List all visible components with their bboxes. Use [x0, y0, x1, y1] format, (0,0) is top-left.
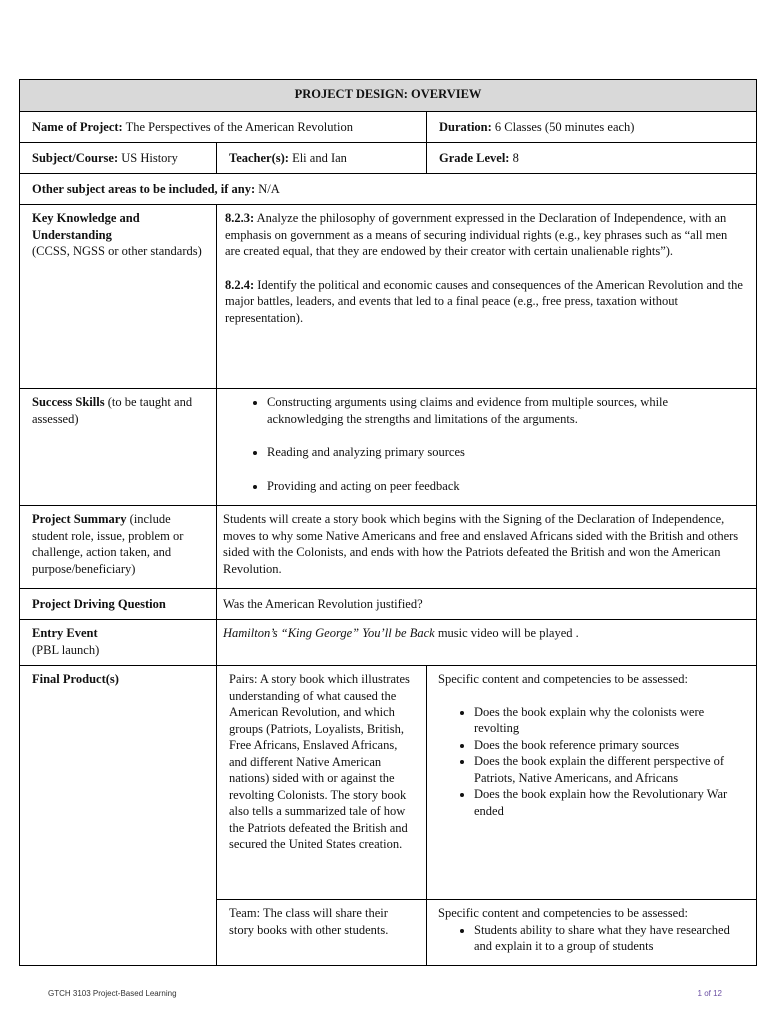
duration-label: Duration: [439, 120, 492, 134]
team-assessment-cell [427, 900, 757, 966]
footer-course-name: GTCH 3103 Project-Based Learning [48, 989, 177, 998]
success-skills-label: Success Skills [32, 395, 105, 409]
success-skills-label-cell [20, 389, 217, 506]
page-number: 1 of 12 [697, 989, 722, 998]
pairs-assessment-heading: Specific content and competencies to be assessed: [438, 672, 688, 686]
subject-label: Subject/Course: [32, 151, 119, 165]
project-overview-document [19, 79, 756, 966]
standard-8-2-3 [225, 210, 744, 260]
overview-table [19, 79, 757, 966]
entry-event-video-title: Hamilton’s “King George” You’ll be Back [223, 626, 435, 640]
summary-label: Project Summary [32, 512, 127, 526]
team-product-text: Team: The class will share their story books with other students. [217, 900, 427, 966]
teacher-value: Eli and Ian [288, 151, 347, 165]
key-knowledge-sublabel: (CCSS, NGSS or other standards) [32, 244, 202, 258]
project-name-label: Name of Project: [32, 120, 123, 134]
subject-value: US History [118, 151, 178, 165]
driving-question-label-cell [20, 589, 217, 620]
pairs-product-text: Pairs: A story book which illustrates understanding of what caused the American Revolution, and which groups (Patriots, Loyalists, British, Free Africans, Enslaved Africans, and different Native American nations) sided with or against the revolting Colonists. The story book also tells a summarized tale of how the Patriots defeated the British and secured the United States creation. [217, 666, 427, 900]
driving-question-label: Project Driving Question [32, 597, 166, 611]
summary-sublabel: (include student role, issue, problem or challenge, action taken, and purpose/beneficiary) [32, 512, 184, 576]
list-item: • Reading and analyzing primary sources [267, 444, 744, 461]
grade-cell [427, 143, 757, 174]
list-item: • Does the book explain why the colonists were revolting [474, 704, 744, 737]
list-item: • Does the book explain how the Revolutionary War ended [474, 786, 744, 819]
entry-event-label: Entry Event [32, 626, 98, 640]
pairs-assessment-cell [427, 666, 757, 900]
duration-value: 6 Classes (50 minutes each) [491, 120, 635, 134]
driving-question-text: Was the American Revolution justified? [217, 589, 757, 620]
entry-event-content [217, 620, 757, 666]
subject-cell [20, 143, 217, 174]
summary-label-cell [20, 506, 217, 589]
key-knowledge-label: Key Knowledge and Understanding [32, 211, 140, 242]
other-subjects-label: Other subject areas to be included, if any: [32, 182, 256, 196]
list-item: • Does the book reference primary sources [474, 737, 744, 754]
standard-code: 8.2.4: [225, 277, 255, 292]
key-knowledge-content [217, 205, 757, 389]
final-product-label: Final Product(s) [32, 672, 119, 686]
grade-value: 8 [509, 151, 519, 165]
teacher-cell [217, 143, 427, 174]
success-skills-sublabel: (to be taught and assessed) [32, 395, 193, 426]
teacher-label: Teacher(s): [229, 151, 289, 165]
summary-text: Students will create a story book which begins with the Signing of the Declaration of Independence, moves to why some Native Americans and free and enslaved Africans sided with the British and others sided with the Colonists, and ends with how the Patriots defeated the British and won the American Revolution. [217, 506, 757, 589]
list-item: • Constructing arguments using claims and evidence from multiple sources, while acknowledging the strengths and limitations of the arguments. [267, 394, 744, 427]
success-skills-list [227, 394, 744, 494]
standard-8-2-4 [225, 277, 744, 327]
standard-code: 8.2.3: [225, 211, 255, 225]
page-title: PROJECT DESIGN: OVERVIEW [20, 80, 757, 112]
pairs-assessment-list [438, 704, 744, 820]
project-name-cell [20, 112, 427, 143]
team-assessment-heading: Specific content and competencies to be assessed: [438, 906, 688, 920]
team-assessment-list [438, 922, 744, 955]
other-subjects-cell [20, 174, 757, 205]
standard-text: Analyze the philosophy of government expressed in the Declaration of Independence, with an emphasis on government as a means of securing individual rights (e.g., key phrases such as “all men are created equal, that they are endowed by their creator with certain unalienable rights”). [225, 211, 728, 258]
key-knowledge-label-cell [20, 205, 217, 389]
entry-event-sublabel: (PBL launch) [32, 642, 100, 657]
grade-label: Grade Level: [439, 151, 510, 165]
duration-cell [427, 112, 757, 143]
list-item: • Does the book explain the different perspective of Patriots, Native Americans, and Africans [474, 753, 744, 786]
project-name-value: The Perspectives of the American Revolution [122, 120, 353, 134]
other-subjects-value: N/A [255, 182, 280, 196]
list-item: • Providing and acting on peer feedback [267, 478, 744, 495]
list-item: • Students ability to share what they have researched and explain it to a group of students [474, 922, 744, 955]
entry-event-label-cell [20, 620, 217, 666]
standard-text: Identify the political and economic causes and consequences of the American Revolution and the major battles, leaders, and events that led to a final peace (e.g., free press, taxation without representation). [225, 277, 743, 325]
final-product-label-cell [20, 666, 217, 966]
entry-event-text: music video will be played . [434, 626, 579, 640]
success-skills-content [217, 389, 757, 506]
